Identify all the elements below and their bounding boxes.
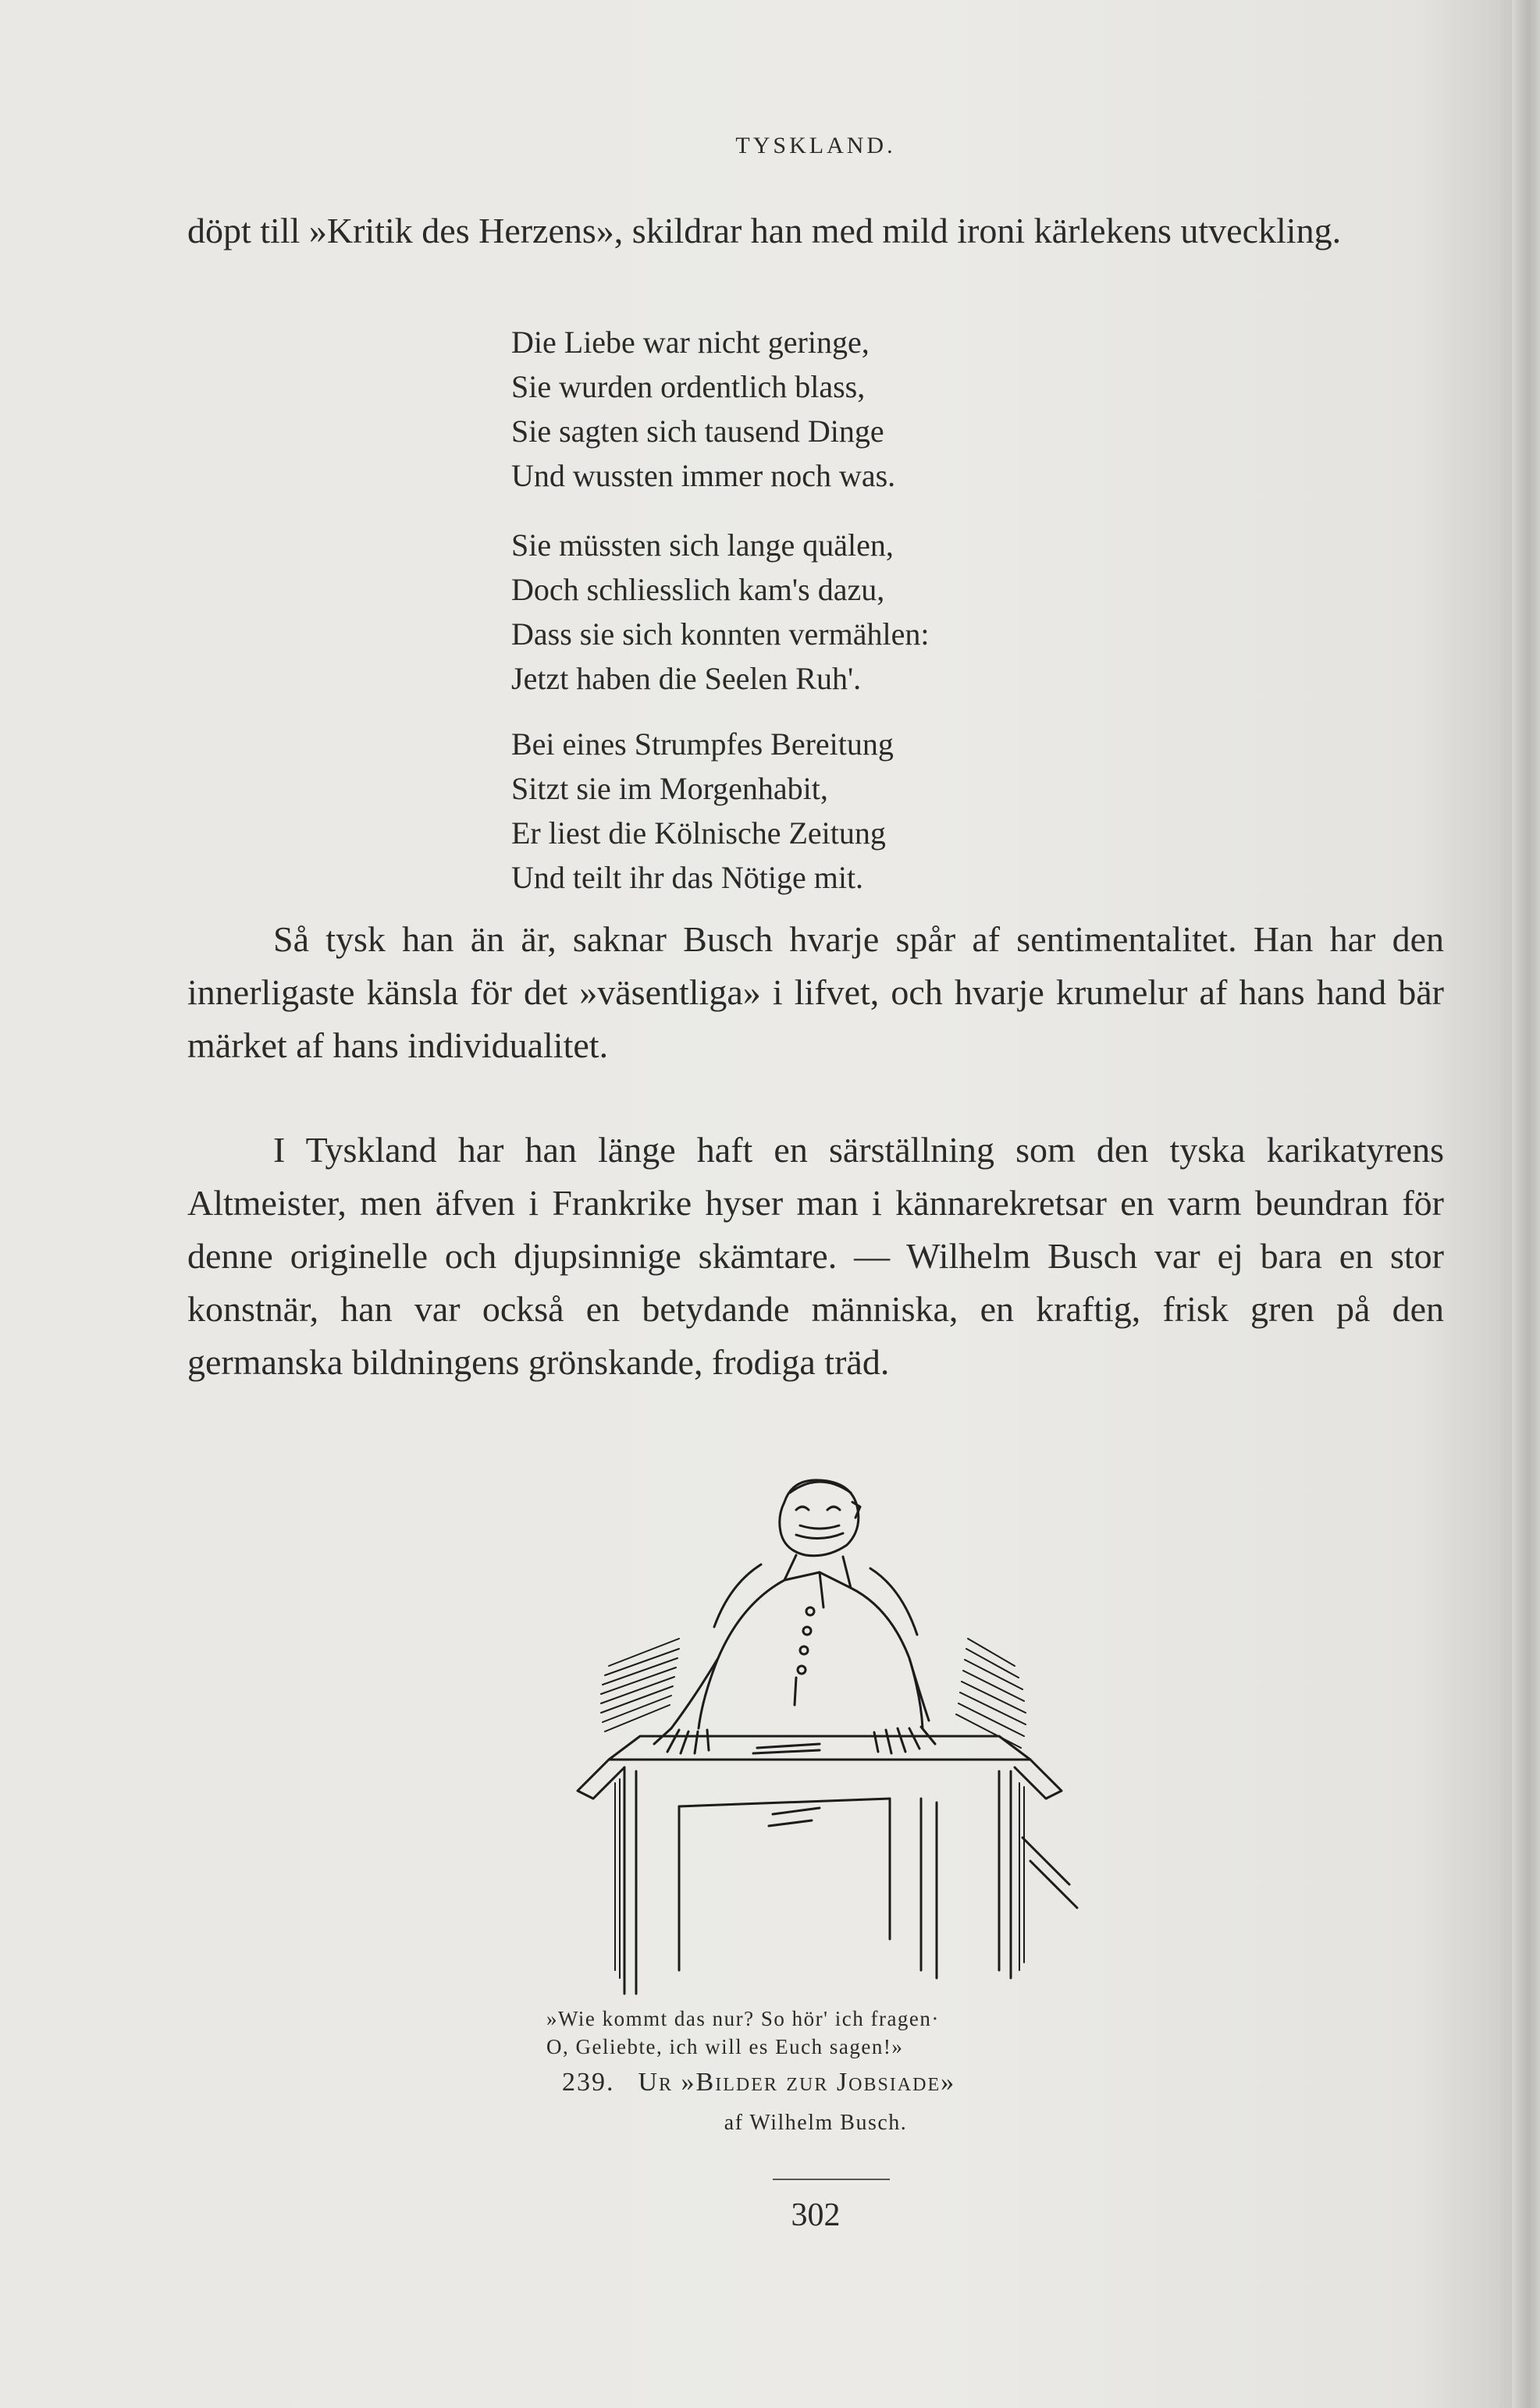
figure-head [780,1480,860,1556]
poem-line: Sie müssten sich lange quälen, [511,527,894,563]
poem-stanza-2 [511,523,1292,701]
poem-line: Bei eines Strumpfes Bereitung [511,726,894,762]
caption-quote-line-2: O, Geliebte, ich will es Euch sagen!» [546,2035,904,2058]
figure-author: af Wilhelm Busch. [724,2111,908,2135]
lectern [578,1736,1077,1994]
folio-rule [773,2179,890,2180]
poem-line: Und wussten immer noch was. [511,458,896,493]
poem-line: Er liest die Kölnische Zeitung [511,815,886,851]
paragraph-1: döpt till »Kritik des Herzens», skildrar han med mild ironi kärlekens utveckling. [187,211,1342,250]
poem-line: Und teilt ihr das Nötige mit. [511,860,864,895]
poem-line: Sitzt sie im Morgenhabit, [511,771,828,806]
figure-number: 239. [562,2068,615,2097]
page-edge-shadow [1512,0,1540,2408]
busch-illustration [562,1471,1093,2001]
poem-stanza-3 [511,722,1292,900]
figure-title: Ur »Bilder zur Jobsiade» [638,2068,956,2097]
chair-left-hatching [601,1639,679,1731]
paragraph-2: Så tysk han än är, saknar Busch hvarje spår af sentimentalitet. Han har den innerligaste känsla för det »väsentliga» i lifvet, och hvarje krumelur af hans hand bär märket af hans individualitet. [187,919,1444,1065]
page-number: 302 [791,2197,841,2233]
poem-line: Doch schliesslich kam's dazu, [511,572,885,607]
running-head: TYSKLAND. [735,133,896,158]
poem-line: Die Liebe war nicht geringe, [511,325,870,360]
figure-caption [562,2068,1186,2097]
poem-line: Jetzt haben die Seelen Ruh'. [511,661,862,696]
poem-line: Sie sagten sich tausend Dinge [511,414,884,449]
poem-stanza-1 [511,320,1292,498]
poem-line: Dass sie sich konnten vermählen: [511,616,930,652]
caption-quote-line-1: »Wie kommt das nur? So hör' ich fragen· [546,2007,940,2030]
poem-line: Sie wurden ordentlich blass, [511,369,866,404]
chair-right-hatching [956,1639,1026,1748]
figure-body [699,1555,923,1728]
paragraph-3: I Tyskland har han länge haft en särställning som den tyska karikatyrens Altmeister, men äfven i Frankrike hyser man i kännarekretsar en varm beundran för denne originelle och djupsinnige skämtare. — Wilhelm Busch var ej bara en stor konstnär, han var också en betydande människa, en kraftig, frisk gren på den germanska bildningens grönskande, frodiga träd. [187,1130,1444,1382]
